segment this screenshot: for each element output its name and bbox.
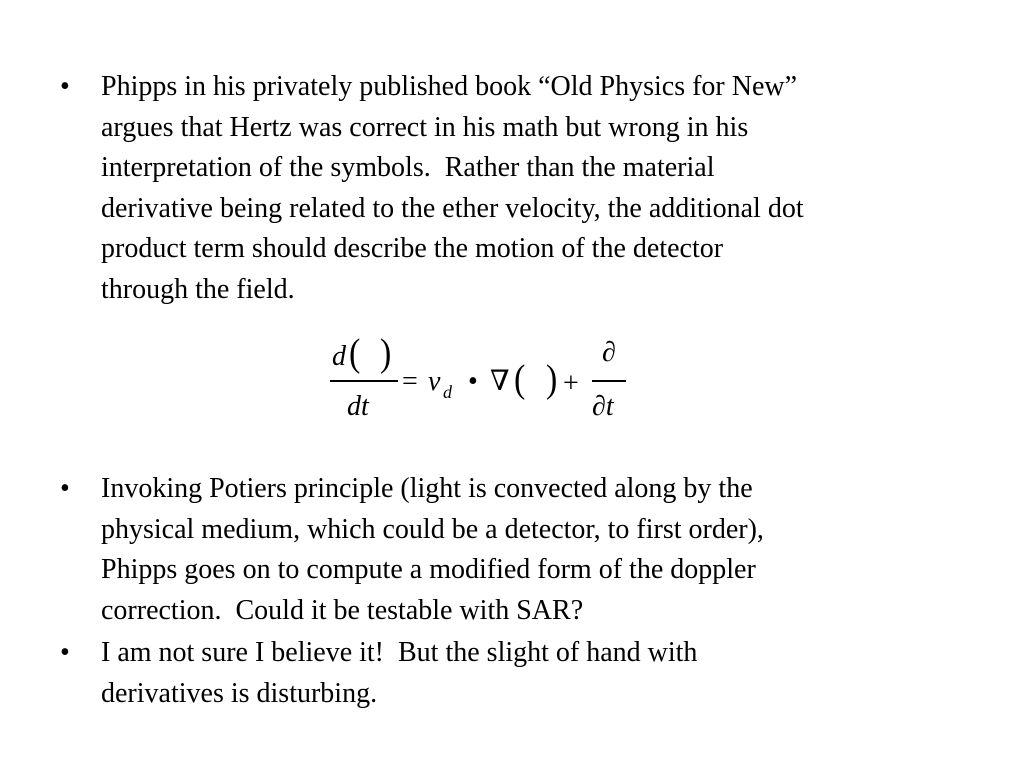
- eq-plus: +: [563, 368, 579, 399]
- text-line: correction. Could it be testable with SAR?: [101, 594, 584, 626]
- text-line: I am not sure I believe it! But the slight of hand with: [101, 637, 698, 668]
- text-line: through the field.: [101, 273, 295, 305]
- text-line: physical medium, which could be a detector, to first order),: [101, 513, 764, 545]
- text-line: Phipps in his privately published book “Old Physics for New”: [101, 71, 798, 102]
- bullet-item: [60, 633, 970, 714]
- eq-lhs-denominator: dt: [347, 391, 369, 422]
- eq-lhs-close-paren: ): [380, 332, 392, 375]
- bullet-text: [101, 67, 970, 310]
- text-line: derivatives is disturbing.: [101, 677, 378, 709]
- eq-lhs-open-paren: (: [349, 332, 361, 375]
- eq-equals: =: [402, 366, 418, 397]
- bullet-list-bottom: [60, 469, 970, 714]
- text-line: Phipps goes on to compute a modified form of the doppler: [101, 554, 756, 585]
- text-line: argues that Hertz was correct in his math but wrong in his: [101, 111, 749, 143]
- bullet-item: [60, 67, 970, 310]
- eq-rhs-fraction-bar: [592, 380, 626, 382]
- bullet-dot: •: [60, 473, 70, 504]
- bullet-text: [101, 633, 970, 714]
- eq-dot-operator: •: [468, 366, 478, 397]
- text-line: derivative being related to the ether velocity, the additional dot: [101, 192, 804, 224]
- bullet-text: [101, 469, 970, 631]
- eq-v: v: [428, 366, 441, 397]
- eq-open-paren: (: [514, 358, 526, 401]
- text-line: Invoking Potiers principle (light is convected along by the: [101, 473, 753, 504]
- eq-nabla: ∇: [490, 366, 510, 397]
- material-derivative-equation: [330, 332, 650, 430]
- bullet-list-top: [60, 67, 970, 310]
- bullet-dot: •: [60, 71, 70, 102]
- bullet-item: [60, 469, 970, 631]
- text-line: product term should describe the motion of the detector: [101, 233, 724, 264]
- text-line: interpretation of the symbols. Rather than the material: [101, 152, 715, 183]
- bullet-dot: •: [60, 637, 70, 668]
- eq-rhs-denominator: ∂t: [592, 391, 614, 422]
- eq-rhs-numerator: ∂: [602, 337, 616, 368]
- eq-v-subscript: d: [443, 382, 452, 402]
- eq-close-paren: ): [546, 358, 558, 401]
- eq-lhs-fraction-bar: [330, 380, 398, 382]
- eq-lhs-d: d: [332, 341, 346, 372]
